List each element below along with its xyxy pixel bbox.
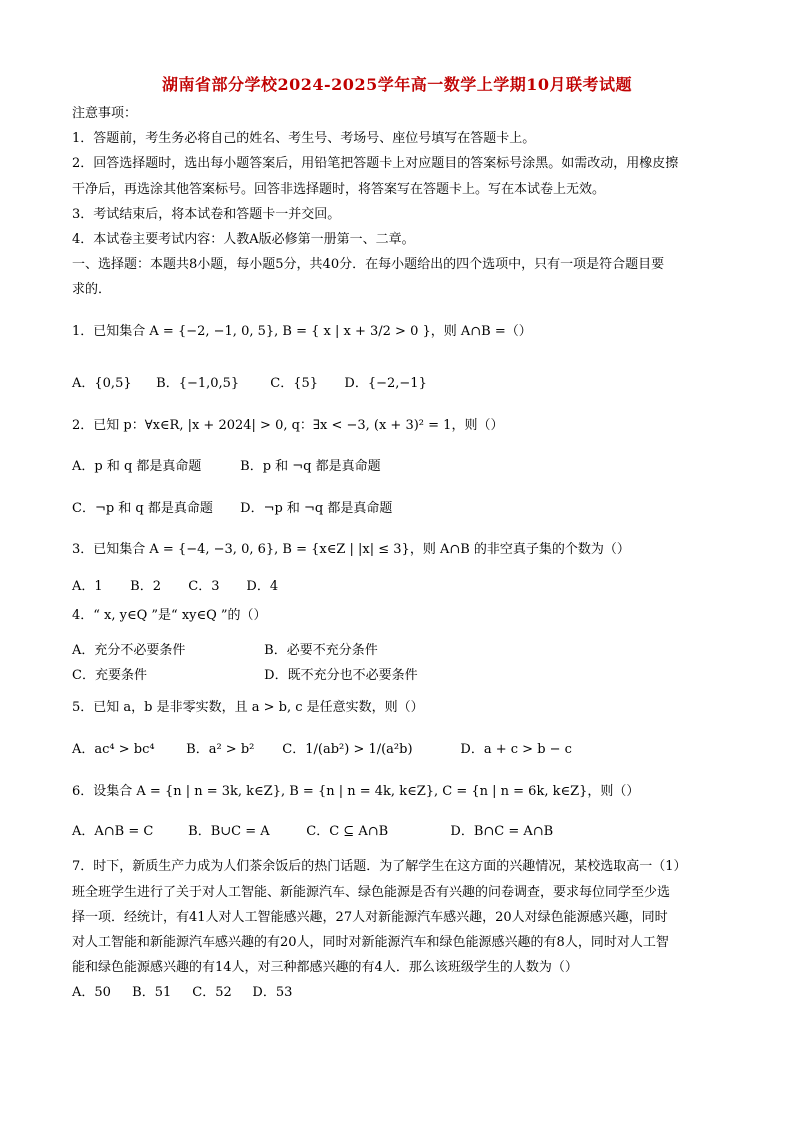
question-2-options-row2 xyxy=(72,499,732,519)
notice-item: 1．答题前，考生务必将自己的姓名、考生号、考场号、座位号填写在答题卡上。 xyxy=(72,131,536,146)
option-a: A．p 和 q 都是真命题 xyxy=(72,459,202,474)
option-c: C．C ⊆ A∩B xyxy=(306,824,389,839)
notice-item: 2．回答选择题时，选出每小题答案后，用铅笔把答题卡上对应题目的答案标号涂黑。如需改动，用橡皮擦 xyxy=(72,156,679,171)
notice-item: 4．本试卷主要考试内容：人教A版必修第一册第一、二章。 xyxy=(72,232,415,247)
option-d: D．既不充分也不必要条件 xyxy=(264,668,418,683)
question-5-stem: 5．已知 a，b 是非零实数，且 a > b, c 是任意实数，则（） xyxy=(72,700,424,715)
option-c: C．¬p 和 q 都是真命题 xyxy=(72,501,213,516)
notice-heading: 注意事项： xyxy=(72,106,138,121)
question-4-options xyxy=(72,641,732,661)
question-7-line: 7．时下，新质生产力成为人们茶余饭后的热门话题．为了解学生在这方面的兴趣情况，某校选取高一（1） xyxy=(72,859,687,874)
option-d: D．{−2,−1} xyxy=(344,376,427,391)
option-c: C．1/(ab²) > 1/(a²b) xyxy=(282,742,413,757)
question-7-line: 能和绿色能源感兴趣的有14人，对三种都感兴趣的有4人．那么该班级学生的人数为（） xyxy=(72,960,578,975)
option-d: D．a + c > b − c xyxy=(460,742,572,757)
option-a: A．1 xyxy=(72,579,103,594)
option-a: A．50 xyxy=(72,985,111,1000)
option-c: C．52 xyxy=(192,985,232,1000)
option-c: C．充要条件 xyxy=(72,668,147,683)
section-heading-cont: 求的． xyxy=(72,282,112,297)
option-b: B．2 xyxy=(130,579,161,594)
option-b: B．p 和 ¬q 都是真命题 xyxy=(240,459,381,474)
option-d: D．¬p 和 ¬q 都是真命题 xyxy=(240,501,393,516)
option-d: D．B∩C = A∩B xyxy=(450,824,554,839)
question-1-options xyxy=(72,374,732,394)
question-6-stem: 6．设集合 A = {n | n = 3k, k∈Z}, B = {n | n = 4k, k∈Z}, C = {n | n = 6k, k∈Z}，则（） xyxy=(72,784,640,799)
question-6-options xyxy=(72,822,732,842)
option-b: B．必要不充分条件 xyxy=(264,643,378,658)
question-4-options-row2 xyxy=(72,666,732,686)
option-b: B．B∪C = A xyxy=(188,824,270,839)
question-3-options xyxy=(72,577,732,597)
notice-item: 3．考试结束后，将本试卷和答题卡一并交回。 xyxy=(72,207,341,222)
question-7-options xyxy=(72,983,732,1003)
option-a: A．{0,5} xyxy=(72,376,132,391)
option-d: D．4 xyxy=(246,579,279,594)
question-3-stem: 3．已知集合 A = {−4, −3, 0, 6}, B = {x∈Z | |x| ≤ 3}，则 A∩B 的非空真子集的个数为（） xyxy=(72,542,630,557)
option-c: C．3 xyxy=(188,579,220,594)
option-a: A．充分不必要条件 xyxy=(72,643,186,658)
option-c: C．{5} xyxy=(270,376,319,391)
section-heading: 一、选择题：本题共8小题，每小题5分，共40分．在每小题给出的四个选项中，只有一项是符合题目要 xyxy=(72,257,665,272)
option-a: A．A∩B = C xyxy=(72,824,154,839)
option-d: D．53 xyxy=(252,985,293,1000)
page-title: 湖南省部分学校2024-2025学年高一数学上学期10月联考试题 xyxy=(162,75,632,94)
notice-item: 干净后，再选涂其他答案标号。回答非选择题时，将答案写在答题卡上。写在本试卷上无效。 xyxy=(72,182,606,197)
option-a: A．ac⁴ > bc⁴ xyxy=(72,742,155,757)
option-b: B．a² > b² xyxy=(186,742,255,757)
question-5-options xyxy=(72,740,732,760)
question-2-options xyxy=(72,457,732,477)
option-b: B．{−1,0,5} xyxy=(156,376,240,391)
option-b: B．51 xyxy=(132,985,172,1000)
question-7-line: 对人工智能和新能源汽车感兴趣的有20人，同时对新能源汽车和绿色能源感兴趣的有8人，同时对人工智 xyxy=(72,935,669,950)
question-4-stem: 4．“ x, y∈Q ”是“ xy∈Q ”的（） xyxy=(72,608,267,623)
question-7-line: 班全班学生进行了关于对人工智能、新能源汽车、绿色能源是否有兴趣的问卷调查，要求每位同学至少选 xyxy=(72,885,671,900)
question-7-line: 择一项．经统计，有41人对人工智能感兴趣，27人对新能源汽车感兴趣，20人对绿色能源感兴趣，同时 xyxy=(72,910,668,925)
question-1-stem: 1．已知集合 A = {−2, −1, 0, 5}, B = { x | x + 3/2 > 0 }，则 A∩B =（） xyxy=(72,324,532,339)
question-2-stem: 2．已知 p：∀x∈R, |x + 2024| > 0, q：∃x < −3, (x + 3)² = 1，则（） xyxy=(72,418,504,433)
